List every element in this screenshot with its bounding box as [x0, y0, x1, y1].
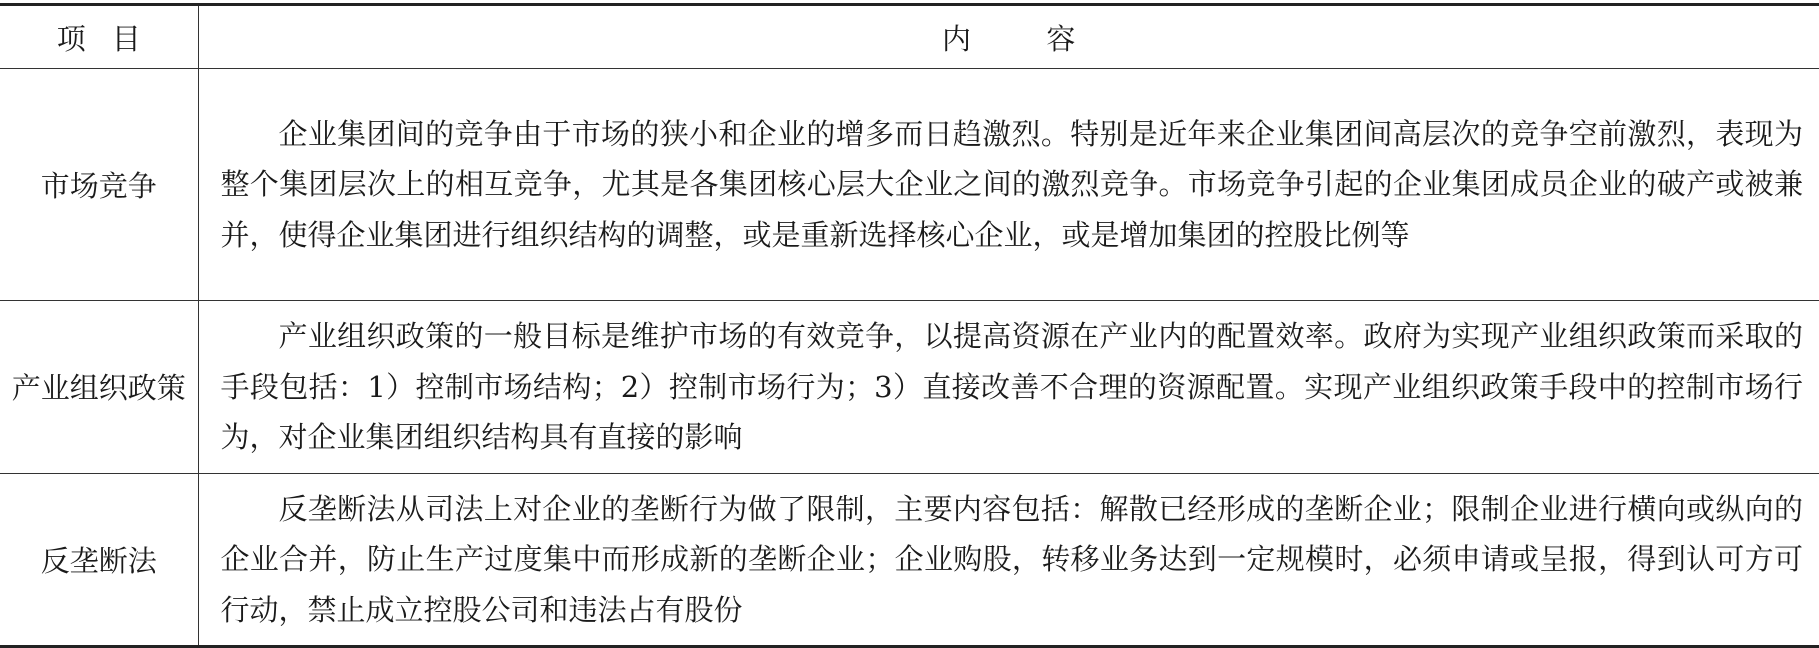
table-row	[0, 301, 1819, 474]
row-item-cell: 产业组织政策	[0, 301, 198, 474]
header-item-cell	[0, 5, 198, 69]
header-item-label: 项目	[56, 21, 167, 56]
row-content-cell: 产业组织政策的一般目标是维护市场的有效竞争，以提高资源在产业内的配置效率。政府为实现产业组织政策而采取的手段包括：1）控制市场结构；2）控制市场行为；3）直接改善不合理的资源配置。实现产业组织政策手段中的控制市场行为，对企业集团组织结构具有直接的影响	[198, 301, 1819, 474]
row-content-cell: 反垄断法从司法上对企业的垄断行为做了限制，主要内容包括：解散已经形成的垄断企业；限制企业进行横向或纵向的企业合并，防止生产过度集中而形成新的垄断企业；企业购股，转移业务达到一定规模时，必须申请或呈报，得到认可方可行动，禁止成立控股公司和违法占有股份	[198, 473, 1819, 647]
table-header-row	[0, 5, 1819, 69]
table-row	[0, 69, 1819, 301]
row-item-cell: 市场竞争	[0, 69, 198, 301]
content-table	[0, 3, 1819, 648]
row-content-cell: 企业集团间的竞争由于市场的狭小和企业的增多而日趋激烈。特别是近年来企业集团间高层次的竞争空前激烈，表现为整个集团层次上的相互竞争，尤其是各集团核心层大企业之间的激烈竞争。市场竞争引起的企业集团成员企业的破产或被兼并，使得企业集团进行组织结构的调整，或是重新选择核心企业，或是增加集团的控股比例等	[198, 69, 1819, 301]
table-row	[0, 473, 1819, 647]
row-item-cell: 反垄断法	[0, 473, 198, 647]
header-content-cell	[198, 5, 1819, 69]
header-content-label: 内容	[942, 21, 1151, 56]
